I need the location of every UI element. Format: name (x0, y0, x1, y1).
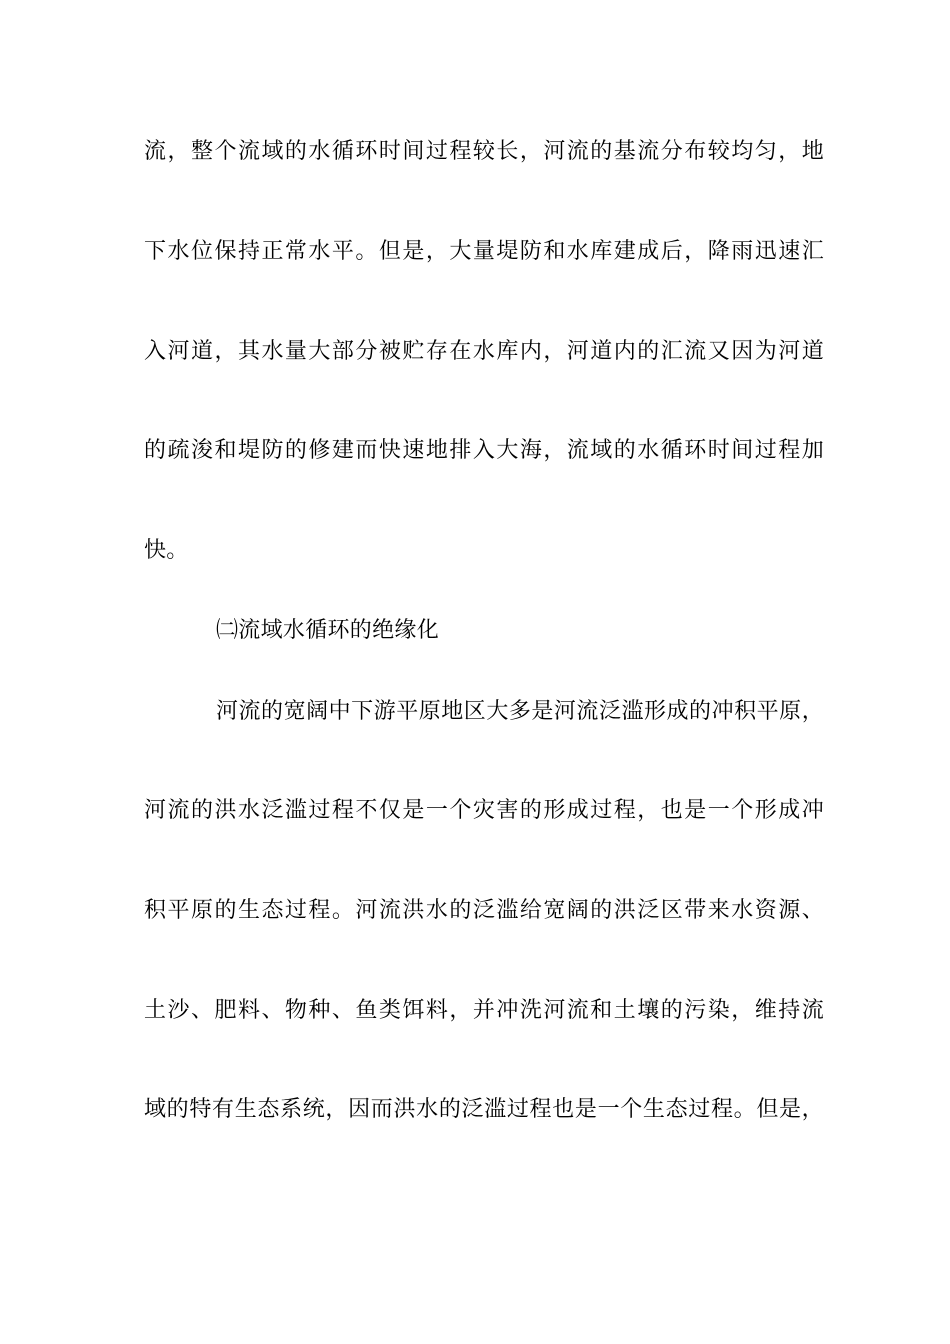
paragraph-1-line-1: 流，整个流域的水循环时间过程较长，河流的基流分布较均匀，地 (144, 139, 824, 164)
paragraph-2-line-3: 积平原的生态过程。河流洪水的泛滥给宽阔的洪泛区带来水资源、 (144, 898, 824, 923)
paragraph-1-line-2: 下水位保持正常水平。但是，大量堤防和水库建成后，降雨迅速汇 (144, 239, 824, 264)
paragraph-2-line-5: 域的特有生态系统，因而洪水的泛滥过程也是一个生态过程。但是， (144, 1097, 824, 1122)
section-heading: ㈡流域水循环的绝缘化 (216, 618, 440, 643)
paragraph-1-line-4: 的疏浚和堤防的修建而快速地排入大海，流域的水循环时间过程加 (144, 438, 824, 463)
paragraph-2-line-1: 河流的宽阔中下游平原地区大多是河流泛滥形成的冲积平原， (216, 699, 824, 724)
paragraph-1-line-3: 入河道，其水量大部分被贮存在水库内，河道内的汇流又因为河道 (144, 339, 824, 364)
paragraph-2-line-4: 土沙、肥料、物种、鱼类饵料，并冲洗河流和土壤的污染，维持流 (144, 998, 824, 1023)
paragraph-1-line-5: 快。 (144, 538, 189, 563)
paragraph-2-line-2: 河流的洪水泛滥过程不仅是一个灾害的形成过程，也是一个形成冲 (144, 798, 824, 823)
